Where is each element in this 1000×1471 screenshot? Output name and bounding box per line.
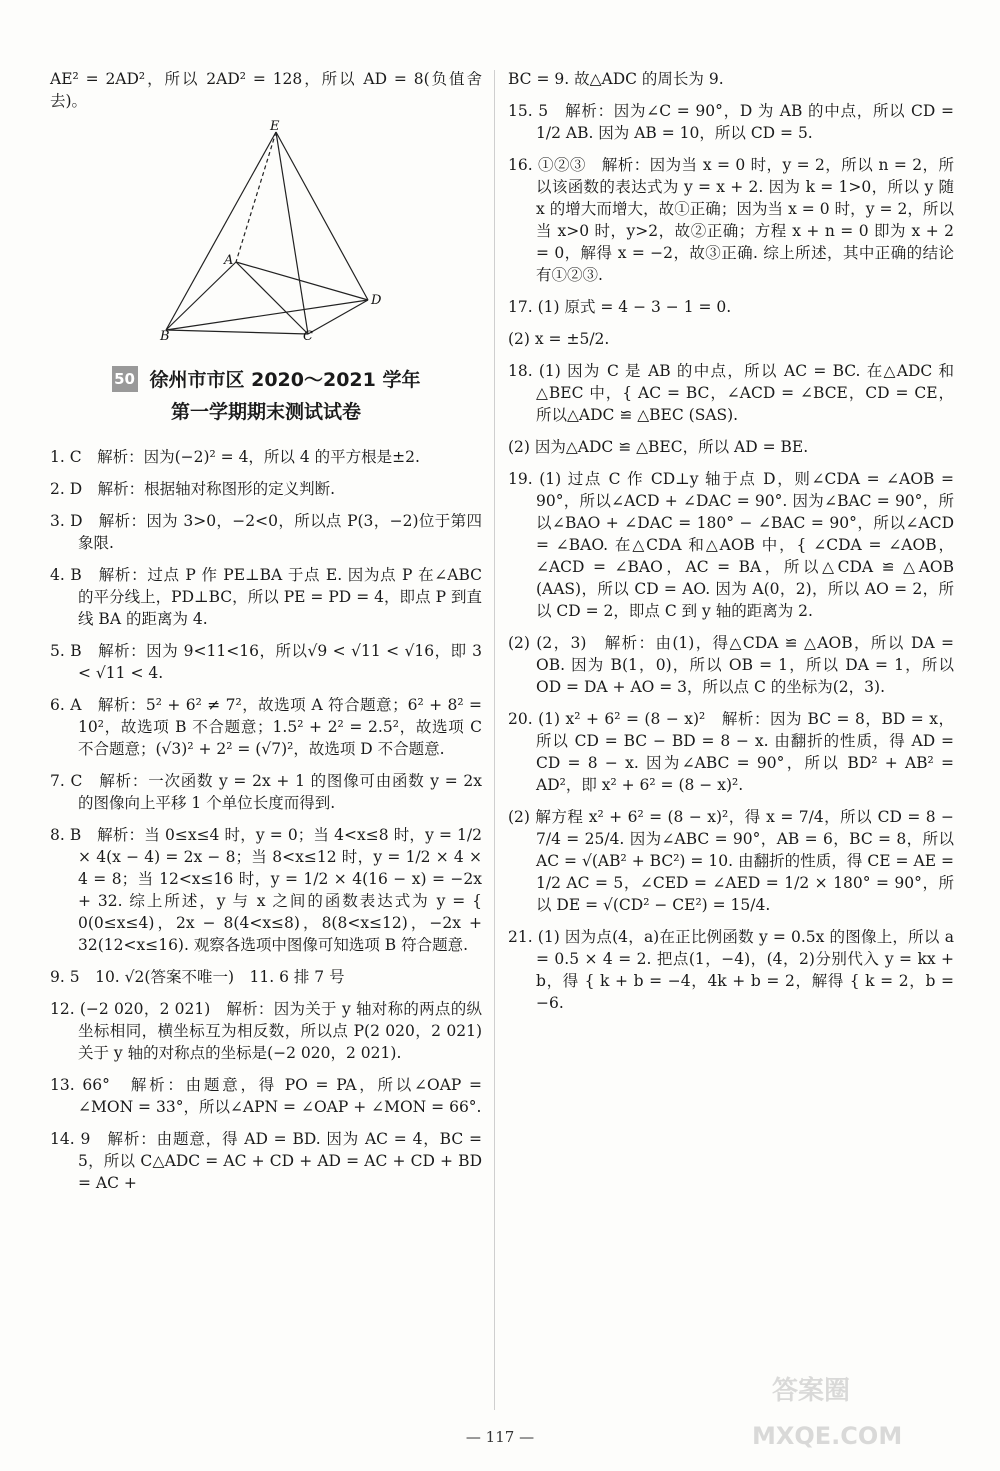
answer-18-2: (2) 因为△ADC ≌ △BEC，所以 AD = BE. (508, 438, 809, 456)
intro-line: AE² = 2AD²，所以 2AD² = 128，所以 AD = 8(负值舍去)。 (50, 70, 482, 110)
answer-5: 5. B 解析：因为 9<11<16，所以√9 < √11 < √16，即 3 < √11 < 4. (50, 642, 482, 682)
answer-7: 7. C 解析：一次函数 y = 2x + 1 的图像可由函数 y = 2x 的图像向上平移 1 个单位长度而得到. (50, 772, 482, 812)
answer-2: 2. D 解析：根据轴对称图形的定义判断. (50, 480, 336, 498)
left-column (50, 68, 482, 1204)
answer-4: 4. B 解析：过点 P 作 PE⊥BA 于点 E. 因为点 P 在∠ABC 的平分线上，PD⊥BC，所以 PE = PD = 4，即点 P 到直线 BA 的距离为 4. (50, 566, 482, 628)
label-C: C (303, 329, 313, 344)
answer-16: 16. ①②③ 解析：因为当 x = 0 时，y = 2，所以 n = 2，所以该函数的表达式为 y = x + 2. 因为 k = 1>0，所以 y 随 x 的增大而增大，故①正确；因为当 x = 0 时，y = 2，所以当 x>0 时，y>2，故②正确；方程 x + n = 0 即为 x + 2 = 0，解得 x = −2，故③正确. 综上所述，其中正确的结论有①②③. (508, 156, 954, 284)
answer-9-11: 9. 5 10. √2(答案不唯一) 11. 6 排 7 号 (50, 968, 345, 986)
answer-8: 8. B 解析：当 0≤x≤4 时，y = 0；当 4<x≤8 时，y = 1/2 × 4(x − 4) = 2x − 8；当 8<x≤12 时，y = 1/2 × 4 × 4 = 8；当 12<x≤16 时，y = 1/2 × 4(16 − x) = −2x + 32. 综上所述，y 与 x 之间的函数表达式为 y = { 0(0≤x≤4)，2x − 8(4<x≤8)，8(8<x≤12)，−2x + 32(12<x≤16). 观察各选项中图像可知选项 B 符合题意. (50, 826, 482, 954)
answer-17-1: 17. (1) 原式 = 4 − 3 − 1 = 0. (508, 298, 732, 316)
answer-20-2: (2) 解方程 x² + 6² = (8 − x)²，得 x = 7/4，所以 CD = 8 − 7/4 = 25/4. 因为∠ABC = 90°，AB = 6，BC = 8，所以 AC = √(AB² + BC²) = 10. 由翻折的性质，得 CE = AE = 1/2 AC = 5，∠CED = ∠AED = 1/2 × 180° = 90°，所以 DE = √(CD² − CE²) = 15/4. (508, 808, 954, 914)
column-divider (494, 70, 495, 1410)
watermark-text: 答案圈 (772, 1376, 851, 1406)
right-column (508, 68, 954, 1024)
section-title (50, 364, 482, 428)
answer-17-2: (2) x = ±5/2. (508, 330, 610, 348)
answer-15: 15. 5 解析：因为∠C = 90°，D 为 AB 的中点，所以 CD = 1/2 AB. 因为 AB = 10，所以 CD = 5. (508, 102, 954, 142)
answer-20-1: 20. (1) x² + 6² = (8 − x)² 解析：因为 BC = 8，BD = x，所以 CD = BC − BD = 8 − x. 由翻折的性质，得 AD = CD = 8 − x. 因为∠ABC = 90°，所以 BD² + AB² = AD²，即 x² + 6² = (8 − x)². (508, 710, 954, 794)
label-B: B (160, 329, 170, 344)
answer-13: 13. 66° 解析：由题意，得 PO = PA，所以∠OAP = ∠MON = 33°，所以∠APN = ∠OAP + ∠MON = 66°. (50, 1076, 482, 1116)
answer-6: 6. A 解析：5² + 6² ≠ 7²，故选项 A 符合题意；6² + 8² = 10²，故选项 B 不合题意；1.5² + 2² = 2.5²，故选项 C 不合题意；(√3)² + 2² = (√7)²，故选项 D 不合题意. (50, 696, 482, 758)
answer-3: 3. D 解析：因为 3>0，−2<0，所以点 P(3，−2)位于第四象限. (50, 512, 482, 552)
watermark-url: MXQE.COM (752, 1422, 903, 1450)
answer-12: 12. (−2 020，2 021) 解析：因为关于 y 轴对称的两点的纵坐标相同，横坐标互为相反数，所以点 P(2 020，2 021)关于 y 轴的对称点的坐标是(−2 020，2 021). (50, 1000, 482, 1062)
label-A: A (224, 253, 234, 268)
section-title-line-2: 第一学期期末测试试卷 (170, 401, 361, 423)
answer-14-continued: BC = 9. 故△ADC 的周长为 9. (508, 70, 724, 88)
section-title-line-1: 徐州市市区 2020～2021 学年 (149, 369, 421, 391)
page-number: — 117 — (465, 1428, 535, 1446)
watermark-logo (732, 1349, 982, 1459)
label-D: D (371, 293, 382, 308)
geometry-diagram (160, 119, 382, 344)
answer-14: 14. 9 解析：由题意，得 AD = BD. 因为 AC = 4，BC = 5，所以 C△ADC = AC + CD + AD = AC + CD + BD = AC + (50, 1130, 482, 1192)
label-E: E (270, 119, 280, 134)
answer-19-1: 19. (1) 过点 C 作 CD⊥y 轴于点 D，则∠CDA = ∠AOB = 90°，所以∠ACD + ∠DAC = 90°. 因为∠BAC = 90°，所以∠BAO + ∠DAC = 180° − ∠BAC = 90°，所以∠ACD = ∠BAO. 在△CDA 和△AOB 中，{ ∠CDA = ∠AOB，∠ACD = ∠BAO，AC = BA，所以△CDA ≌ △AOB (AAS)，所以 CD = AO. 因为 A(0，2)，所以 AO = 2，所以 CD = 2，即点 C 到 y 轴的距离为 2. (508, 470, 954, 620)
answer-18-1: 18. (1) 因为 C 是 AB 的中点，所以 AC = BC. 在△ADC 和△BEC 中，{ AC = BC，∠ACD = ∠BCE，CD = CE，所以△ADC ≌ △BEC (SAS). (508, 362, 954, 424)
section-number-badge: 50 (112, 366, 138, 392)
answer-1: 1. C 解析：因为(−2)² = 4，所以 4 的平方根是±2. (50, 448, 420, 466)
answer-19-2: (2) (2，3) 解析：由(1)，得△CDA ≌ △AOB，所以 DA = OB. 因为 B(1，0)，所以 OB = 1，所以 DA = 1，所以 OD = DA + AO = 3，所以点 C 的坐标为(2，3). (508, 634, 954, 696)
answer-21-1: 21. (1) 因为点(4，a)在正比例函数 y = 0.5x 的图像上，所以 a = 0.5 × 4 = 2. 把点(1，−4)，(4，2)分别代入 y = kx + b，得 { k + b = −4，4k + b = 2，解得 { k = 2，b = −6. (508, 928, 954, 1012)
